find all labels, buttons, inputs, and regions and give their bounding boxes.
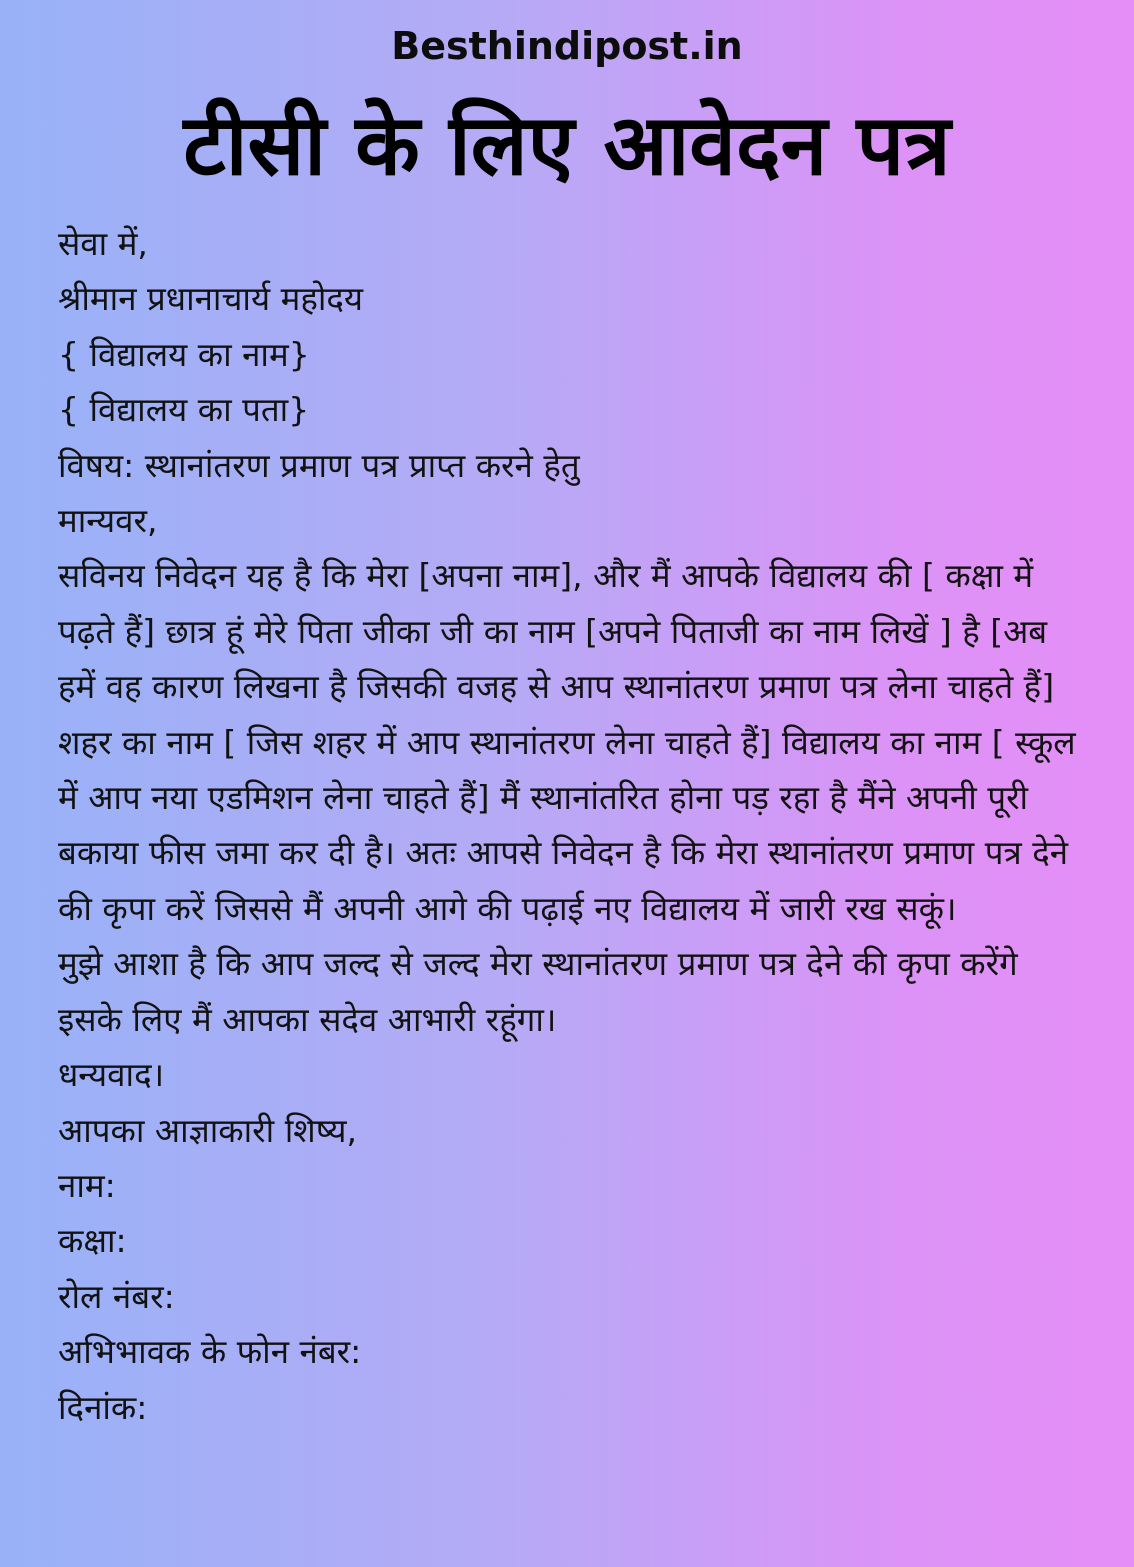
date-label: दिनांक: — [58, 1387, 148, 1427]
name-label: नाम: — [58, 1165, 116, 1205]
class-label: कक्षा: — [58, 1221, 127, 1261]
thanks-line: धन्यवाद। — [58, 1055, 165, 1095]
letter-body — [58, 216, 1078, 1435]
greeting-line: मान्यवर, — [58, 501, 158, 541]
school-address-line: { विद्यालय का पता} — [58, 390, 310, 430]
guardian-phone-label: अभिभावक के फोन नंबर: — [58, 1332, 362, 1372]
closing-line: आपका आज्ञाकारी शिष्य, — [58, 1110, 358, 1150]
salutation-line: सेवा में, — [58, 224, 148, 263]
body-paragraph-2: मुझे आशा है कि आप जल्द से जल्द मेरा स्थानांतरण प्रमाण पत्र देने की कृपा करेंगे इसके लिए मैं आपका सदेव आभारी रहूंगा। — [58, 944, 1018, 1039]
body-paragraph-1: सविनय निवेदन यह है कि मेरा [अपना नाम], और मैं आपके विद्यालय की [ कक्षा में पढ़ते हैं] छात्र हूं मेरे पिता जीका जी का नाम [अपने पिताजी का नाम लिखें ] है [अब हमें वह कारण लिखना है जिसकी वजह से आप स्थानांतरण प्रमाण पत्र लेना चाहते हैं] शहर का नाम [ जिस शहर में आप स्थानांतरण लेना चाहते हैं] विद्यालय का नाम [ स्कूल में आप नया एडमिशन लेना चाहते हैं] मैं स्थानांतरित होना पड़ रहा है मैंने अपनी पूरी बकाया फीस जमा कर दी है। अतः आपसे निवेदन है कि मेरा स्थानांतरण प्रमाण पत्र देने की कृपा करें जिससे मैं अपनी आगे की पढ़ाई नए विद्यालय में जारी रख सकूं। — [58, 556, 1076, 928]
subject-line: विषय: स्थानांतरण प्रमाण पत्र प्राप्त करने हेतु — [58, 445, 580, 485]
recipient-line: श्रीमान प्रधानाचार्य महोदय — [58, 279, 364, 319]
site-name: Besthindipost.in — [391, 24, 743, 68]
school-name-line: { विद्यालय का नाम} — [58, 334, 310, 374]
roll-number-label: रोल नंबर: — [58, 1276, 175, 1316]
page-title: टीसी के लिए आवेदन पत्र — [183, 96, 951, 194]
